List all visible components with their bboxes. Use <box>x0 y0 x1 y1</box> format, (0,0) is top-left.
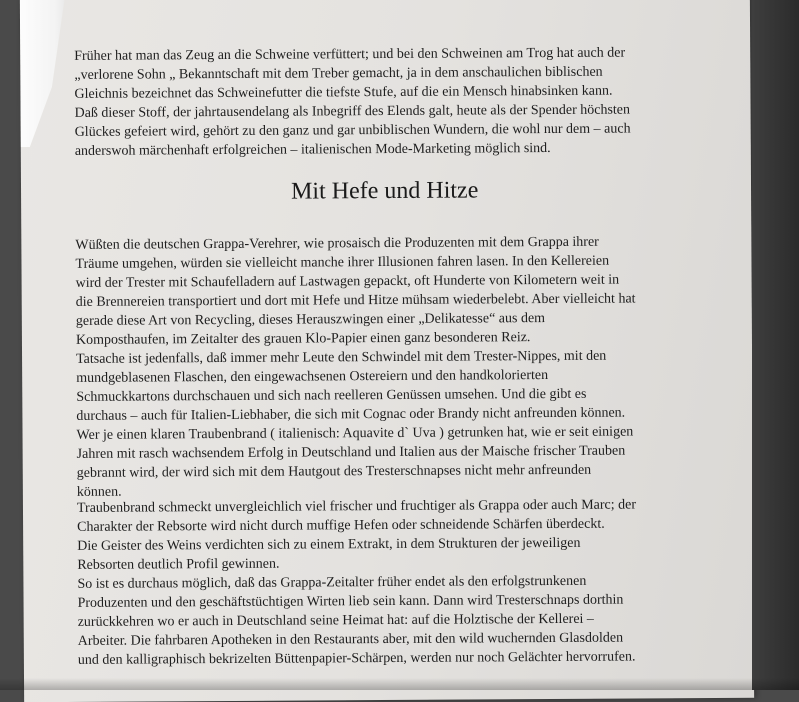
text-line: „verlorene Sohn „ Bekanntschaft mit dem Treber gemacht, ja in dem anschaulichen biblischen <box>74 64 603 83</box>
text-line: So ist es durchaus möglich, daß das Grappa-Zeitalter früher endet als den erfolgstrunkenen <box>77 573 587 592</box>
page-curl <box>20 0 66 147</box>
text-line: anderswoh märchenhaft erfolgreichen – italienischen Mode-Marketing möglich sind. <box>74 140 551 159</box>
text-line: Rebsorten deutlich Profil gewinnen. <box>77 556 280 573</box>
text-line: Die Geister des Weins verdichten sich zu einem Extrakt, in dem Strukturen der jeweiligen <box>77 535 581 554</box>
text-line: Träume umgehen, würden sie vielleicht manche ihrer Illusionen fahren lasen. In den Kellereien <box>75 253 610 272</box>
text-line: Traubenbrand schmeckt unvergleichlich viel frischer und fruchtiger als Grappa oder auch Marc; der <box>76 497 637 516</box>
intro-paragraph <box>74 43 735 161</box>
table-background <box>752 0 799 690</box>
text-line: Wer je einen klaren Traubenbrand ( italienisch: Aquavite d` Uva ) getrunken hat, wie er seit einigen <box>76 424 634 443</box>
text-line: können. <box>76 484 122 500</box>
text-line: Charakter der Rebsorte wird nicht durch muffige Hefen oder schneidende Schärfen überdeckt. <box>77 516 605 535</box>
body-paragraph-2 <box>77 495 738 670</box>
text-line: Tatsache ist jedenfalls, daß immer mehr Leute den Schwindel mit dem Trester-Nippes, mit den <box>76 348 607 367</box>
text-line: und den kalligraphisch bekrizelten Büttenpapier-Schärpen, werden nur noch Gelächter hervorrufen. <box>77 649 636 668</box>
text-line: Jahren mit rasch wachsendem Erfolg in Deutschland und Italien aus der Maische frischer Trauben <box>76 443 626 462</box>
text-line: Schmuckkartons durchschauen und sich nach reelleren Genüssen umsehen. Und die gibt es <box>76 386 587 405</box>
text-line: wird der Trester mit Schaufelladern auf Lastwagen gepackt, oft Hunderte von Kilometern weit in <box>75 272 620 291</box>
text-line: gebrannt wird, der wird sich mit dem Hautgout des Tresterschnapses nicht mehr anfreunden <box>76 462 592 481</box>
bottom-shadow <box>0 678 799 690</box>
text-line: Wüßten die deutschen Grappa-Verehrer, wie prosaisch die Produzenten mit dem Grappa ihrer <box>75 234 599 253</box>
body-paragraph-1 <box>75 232 737 502</box>
text-line: Glückes gefeiert wird, gehört zu den ganz und gar unbiblischen Wundern, die wohl nur dem – auch <box>74 121 631 140</box>
text-line: Komposthaufen, im Zeitalter des grauen Klo-Papier einen ganz besonderen Reiz. <box>75 330 531 348</box>
text-line: mundgeblasenen Flaschen, den eingewachsenen Ostereiern und den handkolorierten <box>76 368 549 386</box>
text-line: Daß dieser Stoff, der jahrtausendelang als Inbegriff des Elends galt, heute als der Spender höchsten <box>74 102 631 121</box>
text-line: Arbeiter. Die fahrbaren Apotheken in den Restaurants aber, mit den wild wuchernden Glasdolden <box>77 630 624 649</box>
text-line: Früher hat man das Zeug an die Schweine verfüttert; und bei den Schweinen am Trog hat auch der <box>74 45 626 64</box>
text-line: Produzenten und den geschäftstüchtigen Wirten lieb sein kann. Dann wird Tresterschnaps dorthin <box>77 592 624 611</box>
text-line: die Brennereien transportiert und dort mit Hefe und Hitze mühsam wiederbelebt. Aber vielleicht hat <box>75 291 636 310</box>
text-line: Gleichnis bezeichnet das Schweinefutter die tiefste Stufe, auf die ein Mensch hinabsinken kann. <box>74 83 613 102</box>
text-line: zurückkehren wo er auch in Deutschland seine Heimat hat: auf die Holztische der Kellerei – <box>77 611 594 630</box>
document-page <box>20 0 754 702</box>
text-line: gerade diese Art von Recycling, dieses Herauszwingen einer „Delikatesse“ aus dem <box>75 311 546 329</box>
section-heading: Mit Hefe und Hitze <box>290 177 479 205</box>
text-line: durchaus – auch für Italien-Liebhaber, die sich mit Cognac oder Brandy nicht anfreunden können. <box>76 405 626 424</box>
